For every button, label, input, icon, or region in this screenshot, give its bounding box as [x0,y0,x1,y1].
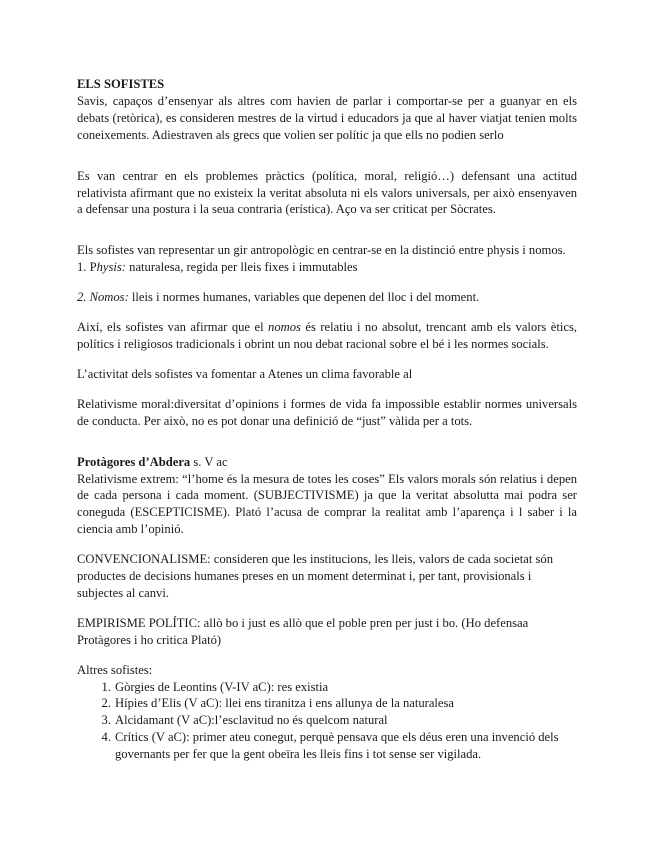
nomos-term: 2. Nomos: [77,290,129,305]
paragraph-nomos-relative [77,319,577,353]
list-item: 1. Gòrgies de Leontins (V-IV aC): res existia [101,679,329,694]
list-item: 3. Alcidamant (V aC):l’esclavitud no és quelcom natural [101,713,388,728]
paragraph-intro: Savis, capaços d’ensenyar als altres com havien de parlar i comportar-se per a guanyar en els debats (retòrica), es consideren mestres de la virtud i educadors ja que al haver viatjat tenien molts coneixements. Adiestraven als grecs que volien ser polític ja que ells no podien serlo [77,93,577,142]
nomos-before: Així, els sofistes van afirmar que el [77,320,269,335]
other-sophists-list [77,679,577,764]
nomos-italic: nomos [268,320,301,335]
paragraph-anthropological-turn: Els sofistes van representar un gir antropològic en centrar-se en la distinció entre physis i nomos. [77,243,566,258]
protagoras-heading [77,454,577,471]
protagoras-date: s. V ac [190,454,228,469]
paragraph-athens-climate: L’activitat dels sofistes va fomentar a Atenes un clima favorable al [77,366,413,381]
physis-prefix: 1. P [77,260,97,275]
page-title: ELS SOFISTES [77,77,165,91]
physis-definition [77,259,577,276]
protagoras-name: Protàgores d’Abdera [77,454,191,469]
paragraph-extreme-relativism: Relativisme extrem: “l’home és la mesura de totes les coses” Els valors morals són relatius i depen de cada persona i cada moment. (SUBJECTIVISME) ja que la veritat absolutta mai podra ser coneguda (ESCEPTICISME). Plató l’acusa de comprar la realitat amb l’aparença i l saber i la ciencia amb l’opinió. [77,471,577,537]
other-sophists-label: Altres sofistes: [77,662,153,677]
nomos-after: és relatiu i no absolut, trencant amb els valors ètics, polítics i religiosos tradicionals i obrint un nou debat racional sobre el bé i les normes socials. [77,320,578,351]
paragraph-moral-relativism: Relativisme moral:diversitat d’opinions i formes de vida fa impossible establir normes universals de conducta. Per això, no es pot donar una definició de “just” vàlida per a tots. [77,396,577,428]
paragraph-conventionalism: CONVENCIONALISME: consideren que les institucions, les lleis, valors de cada societat són productes de decisions humanes preses en un moment determinat i, per tant, provisionals i subjectes al canvi. [77,552,554,600]
nomos-text: lleis i normes humanes, variables que depenen del lloc i del moment. [128,290,480,305]
physis-term: hysis: [96,260,126,275]
list-item: 2. Hípies d’Elis (V aC): llei ens tiranitza i ens allunya de la naturalesa [101,696,454,711]
list-item: 4. Crítics (V aC): primer ateu conegut, perquè pensava que els déus eren una invenció dels governants per fer que la gent obeïra les lleis fins i tot sense ser vigilada. [101,730,559,762]
nomos-definition [77,289,577,306]
physis-text: naturalesa, regida per lleis fixes i immutables [126,260,358,275]
paragraph-political-empiricism: EMPIRISME POLÍTIC: allò bo i just es allò que el poble pren per just i bo. (Ho defensaa Protàgores i ho critica Plató) [77,615,529,647]
paragraph-relativism: Es van centrar en els problemes pràctics (política, moral, religió…) defensant una actitud relativista afirmant que no existeix la veritat absoluta ni els valors universals, per això ensenyaven a defensar una postura i la seua contraria (erística). Aço va ser criticat per Sòcrates. [77,168,577,217]
